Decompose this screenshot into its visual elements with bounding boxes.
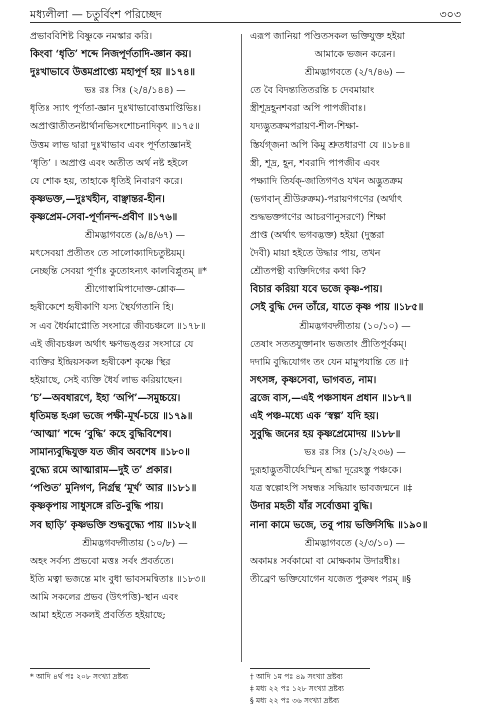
text-line: ভঃ রঃ সিঃ (২/৪/১৪৪) —: [84, 85, 186, 97]
text-line: ব্যক্তির ইন্দ্রিয়সকল হৃষীকেশ কৃষ্ণে স্থির: [30, 356, 171, 368]
verse-line: সামান্যবুদ্ধিযুক্ত যত জীব অবশেষ ॥১৮০॥: [30, 447, 190, 459]
text-line: দৈবী) মায়া হইতে উদ্ধার পায়, তখন: [250, 248, 381, 260]
text-line: স্ত্রীশূদ্রহূনশবরা অপি পাপজীবাঃ।: [250, 103, 366, 115]
text-line: নেচ্ছন্তি সেবয়া পূর্ণাঃ কুতোঽন্যৎ কালবিপ্লুতম্ ॥*: [30, 266, 207, 278]
verse-line: নানা কামে ভজে, তবু পায় ভক্তিসিদ্ধি ॥১৯০॥: [250, 519, 428, 531]
text-line: শ্রীমদ্ভাগবতে (৯/৪/৬৭) —: [84, 230, 186, 242]
verse-line: সব ছাড়ি’ কৃষ্ণভক্তি শুদ্ধবুদ্ধ্যে পায় ॥১৮২॥: [30, 519, 197, 531]
verse-line: কৃষ্ণভক্ত,—দুঃখহীন, বাঞ্ছান্তর-হীন।: [30, 193, 165, 205]
verse-line: ব্রজে বাস,—এই পঞ্চসাধন প্রধান ॥১৮৭॥: [250, 392, 412, 404]
text-line: ধৃতিঃ স্যাৎ পূর্ণতা-জ্ঞান দুঃখাভাবোত্তমাপ্তিভিঃ।: [30, 103, 202, 115]
verse-line: কৃষ্ণপ্রেম-সেবা-পূর্ণানন্দ-প্রবীণ ॥১৭৬॥: [30, 211, 178, 223]
text-line: তীব্রেণ ভক্তিযোগেন যজেত পুরুষং পরম্ ॥§: [250, 573, 411, 585]
text-line: উত্তম লাভ দ্বারা দুঃখাভাব এবং পূর্ণতাজ্ঞানই: [30, 139, 192, 151]
text-line: এই জীবচঞ্চল অর্থাৎ ক্ষণভঙ্গুর সংসারে যে: [30, 338, 194, 350]
verse-line: উদার মহতী যাঁর সর্বোত্তমা বুদ্ধি।: [250, 501, 373, 513]
text-line: শ্রৌতপন্থী ব্যক্তিদিগের কথা কি?: [250, 266, 366, 278]
text-line: আমি সকলের প্রভব (উৎপত্তি)-স্থান এবং: [30, 591, 179, 603]
left-footnotes: [30, 668, 240, 683]
text-line: যত্র স্বল্পোঽপি সম্বন্ধঃ সদ্ধিয়াং ভাবজন্মনে ॥‡: [250, 483, 413, 495]
right-footnotes: [250, 668, 460, 707]
text-line: অহং সর্বস্য প্রভবো মত্তঃ সর্বং প্রবর্ততে।: [30, 555, 174, 567]
page-header: [30, 4, 461, 24]
text-line: (ভগবান্‌ শ্রীউরুক্রম)-পরায়ণগণের (অর্থাৎ: [250, 193, 403, 205]
text-line: আমা হইতে সকলই প্রবর্তিত হইয়াছে;: [30, 610, 166, 621]
verse-line: ‘চ’—অবধারণে, ইহা ‘অপি’—সমুচ্চয়ে।: [30, 392, 181, 404]
page-number: ৩০৩: [439, 8, 461, 21]
text-line: যে শোক হয়, তাহাকে ধৃতিই নিবারণ করে।: [30, 175, 183, 187]
text-line: শ্রীমদ্ভাগবতে (২/৩/১০) —: [304, 537, 406, 549]
text-line: এরূপ জানিয়া পণ্ডিতসকল ভক্তিযুক্ত হইয়া: [250, 31, 405, 42]
text-line: শ্রীগোস্বামিপাদোক্ত-শ্লোক—: [84, 284, 186, 296]
verse-line: কিংবা ‘ধৃতি’ শব্দে নিজপূর্ণতাদি-জ্ঞান কয়।: [30, 49, 192, 61]
footnote: ‡ মধ্য ২২ পঃ ১২৮ সংখ্যা দ্রষ্টব্য: [250, 684, 344, 693]
text-line: ভঃ রঃ সিঃ (১/২/২৩৬) —: [304, 447, 406, 459]
footnote: § মধ্য ২২ পঃ ৩৬ সংখ্যা দ্রষ্টব্য: [250, 696, 340, 705]
text-line: প্রাপ্ত (অর্থাৎ ভগবদ্ভক্ত) হইয়া (দুস্তরা: [250, 230, 385, 242]
text-line: অকামঃ সর্বকামো বা মোক্ষকাম উদারধীঃ।: [250, 555, 401, 567]
text-line: যদ্যদ্ভুতক্রমপরায়ণ-শীল-শিক্ষা-: [250, 121, 359, 133]
footnote: † আদি ১ম পঃ ৪৯ সংখ্যা দ্রষ্টব্য: [250, 672, 343, 681]
text-line: তেষাং সততযুক্তানাং ভজতাং প্রীতিপূর্বকম্।: [250, 338, 407, 350]
text-line: স এব ধৈর্যমাপ্নোতি সংসারে জীবচঞ্চলে ॥১৭৮॥: [30, 320, 206, 332]
text-line: দদামি বুদ্ধিযোগং তং যেন মামুপযান্তি তে ॥†: [250, 356, 409, 368]
verse-line: সেই বুদ্ধি দেন তাঁরে, যাতে কৃষ্ণ পায় ॥১৮৫॥: [250, 302, 424, 314]
text-line: শুদ্ধভক্তগণের আচরণানুসরণে) শিক্ষা: [250, 211, 386, 223]
text-line: শ্রীমদ্ভগবদ্গীতায় (১০/৮) —: [82, 537, 188, 549]
text-line: দুরূহাদ্ভুতবীর্যেঽস্মিন্ শ্রদ্ধা দূরেঽস্তু পঞ্চকে।: [250, 465, 402, 477]
text-line: মৎসেবয়া প্রতীতং তে সালোক্যাদিচতুষ্টয়ম্।: [30, 248, 185, 260]
text-line: শ্রীমদ্ভাগবতে (২/৭/৪৬) —: [304, 67, 406, 79]
verse-line: ‘পণ্ডিত’ মুনিগণ, নির্গ্রন্থ ‘মূর্খ’ আর ॥১৮১॥: [30, 483, 197, 495]
text-line: আমাকে ভজন করেন।: [314, 49, 396, 61]
text-line: শ্রীমদ্ভগবদ্গীতায় (১০/১০) —: [299, 320, 411, 332]
text-line: ‘ধৃতি’ । অপ্রাপ্ত এবং অতীত অর্থ নষ্ট হইলে: [30, 157, 188, 169]
text-line: প্রভাববিশিষ্ট বিষ্ণুকে নমস্কার করি।: [30, 31, 153, 42]
running-title: মধ্যলীলা — চতুর্বিংশ পরিচ্ছেদ: [30, 8, 162, 21]
verse-line: বুদ্ধ্যে রমে আত্মারাম—দুই ত’ প্রকার।: [30, 465, 172, 477]
column-divider: [241, 34, 242, 662]
verse-line: এই পঞ্চ-মধ্যে এক ‘স্বল্প’ যদি হয়।: [250, 410, 379, 422]
left-column: [30, 28, 240, 625]
verse-line: ধৃতিমন্ত হঞা ভজে পক্ষী-মূর্খ-চয়ে ॥১৭৯॥: [30, 410, 193, 422]
verse-line: ‘আত্মা’ শব্দে ‘বুদ্ধি’ কহে বুদ্ধিবিশেষ।: [30, 429, 172, 441]
text-line: হইয়াছে, সেই ব্যক্তি ধৈর্য লাভ করিয়াছেন।: [30, 374, 183, 386]
footnote-rule: [250, 668, 370, 669]
header-rule: [30, 22, 461, 23]
verse-line: দুঃখাভাবে উত্তমপ্রাপ্ত্যে মহাপূর্ণ হয় ॥১৭৪॥: [30, 67, 195, 79]
footnote: * আদি ৪র্থ পঃ ২০৮ সংখ্যা দ্রষ্টব্য: [30, 672, 129, 681]
text-line: হৃষীকেশে হৃষীকাণি যস্য স্থৈর্যগতানি হি।: [30, 302, 174, 314]
text-line: তে বৈ বিদন্ত্যতিতরন্তি চ দেবমায়াং: [250, 85, 375, 97]
text-line: ইতি মত্বা ভজন্তে মাং বুধা ভাবসমন্বিতাঃ ॥১৮৩॥: [30, 573, 206, 585]
verse-line: বিচার করিয়া যবে ভজে কৃষ্ণ-পায়।: [250, 284, 383, 296]
right-column: [250, 28, 460, 589]
verse-line: কৃষ্ণকৃপায় সাধুসঙ্গে রতি-বুদ্ধি পায়।: [30, 501, 164, 513]
text-line: পক্ষ্যাদি তির্যক্-জাতিগণও যখন অদ্ভুতক্রম: [250, 175, 403, 187]
verse-line: সুবুদ্ধি জনের হয় কৃষ্ণপ্রেমোদয় ॥১৮৮॥: [250, 429, 401, 441]
text-line: স্ত্রী, শূদ্র, হূন, শবরাদি পাপজীব এবং: [250, 157, 380, 169]
verse-line: সৎসঙ্গ, কৃষ্ণসেবা, ভাগবত, নাম।: [250, 374, 377, 386]
text-line: অপ্রাপ্তাতীতনষ্টার্থানভিসংশোচনাদিকৃৎ ॥১৭৫॥: [30, 121, 200, 133]
text-line: স্তির্যগ্‌জনা অপি কিমু শ্রুতধারণা যে ॥১৮৪॥: [250, 139, 411, 151]
footnote-rule: [30, 668, 150, 669]
